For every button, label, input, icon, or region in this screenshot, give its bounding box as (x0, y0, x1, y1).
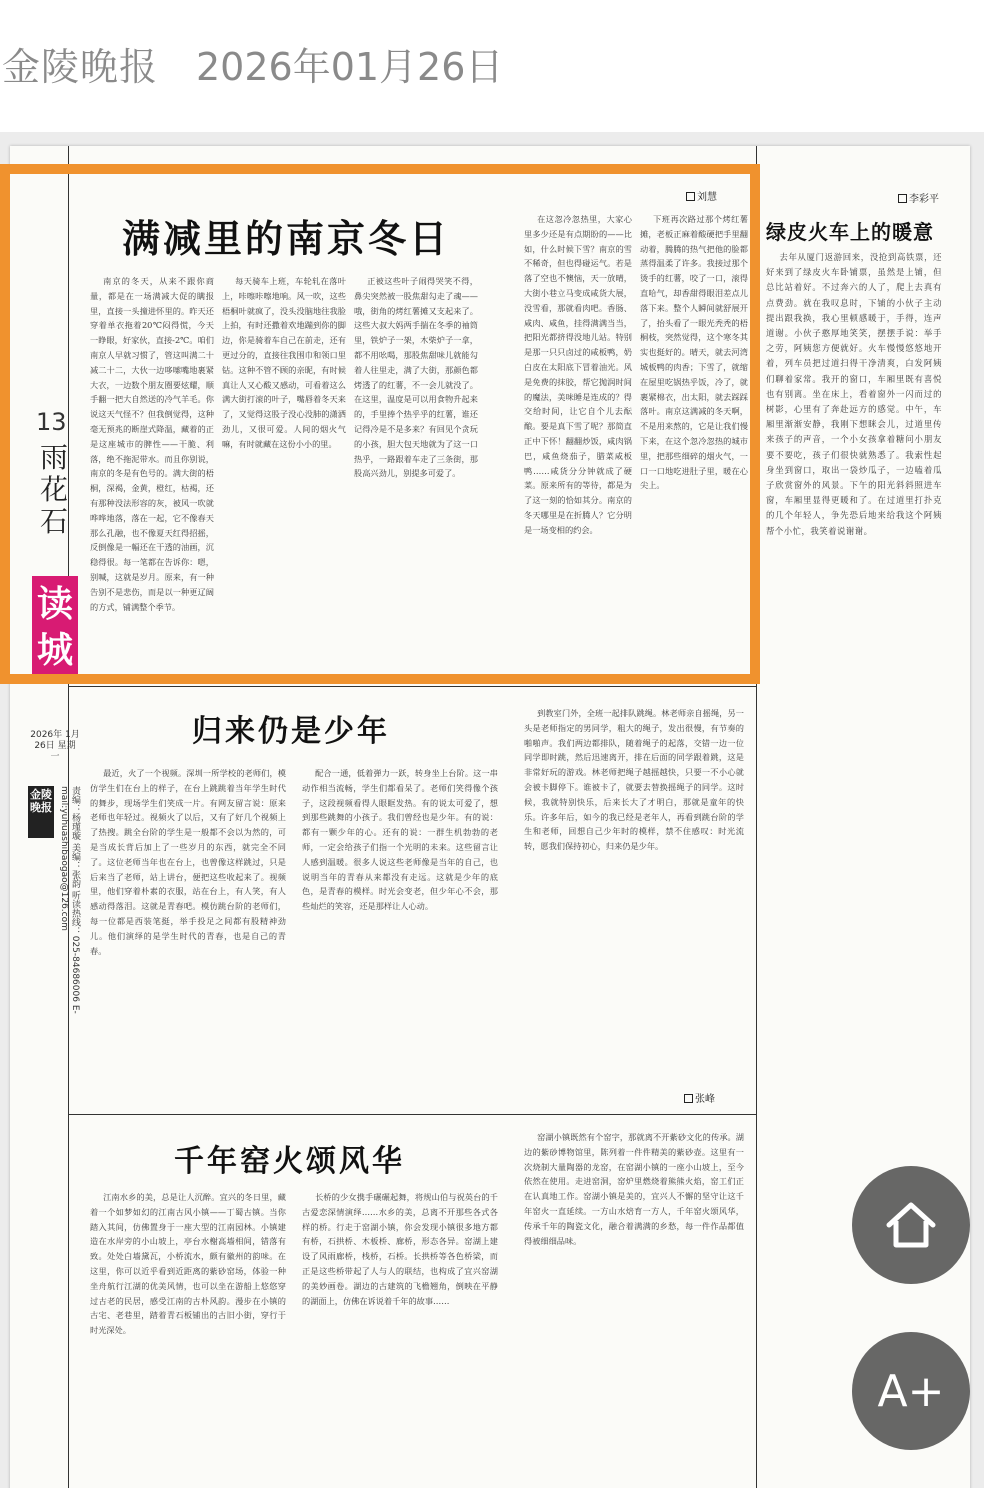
third-article-col3: 窑湖小镇既然有个窑字，那就离不开紫砂文化的传承。湖边的紫砂博物馆里，陈列着一件件精美的紫砂壶。这里有一次烧制大量陶器的龙窑，在窑湖小镇的一座小山坡上，至今依然在使用。走进窑洞，窑炉里燃烧着熊熊火焰，窑工们正在认真地工作。窑湖小镇是美的，宜兴人不懈的坚守让这千年窑火一直延续。一方山水焙育一方人，千年窑火颂风华，传承千年的陶瓷文化，融合着满满的乡愁，每一件作品都值得被细细品味。 (524, 1132, 744, 1246)
section-badge: 读城 (32, 576, 78, 680)
second-article-col2: 配合一通，低着弹力一跃，转身坐上台阶。这一串动作相当流畅，学生们都看呆了。老师们笑得像个孩子，这段视频看得人眼眶发热。有的说太可爱了，想到那些跳舞的小孩子。我们曾经也是少年。有的说：都有一颗少年的心。还有的说：一群生机勃勃的老师，一定会给孩子们指一个光明的未来。这些留言让人感到温暖。很多人说这些老师像是当年的自己，也说明当年的青春从来都没有走远。这就是少年的底色，是青春的模样。时光会变老，但少年心不会，那些灿烂的笑容，还是那样让人心动。 (302, 768, 498, 912)
side-article-byline: 李彩平 (898, 190, 939, 205)
third-article-col1: 江南水乡的美，总是让人沉醉。宜兴的冬日里，藏着一个如梦如幻的江南古风小镇——丁蜀古镇。当你踏入其间，仿佛置身于一座大型的江南园林。小镇建造在水岸旁的小山坡上，亭台水榭高墙相间，错落有致。处处白墙黛瓦，小桥流水，颇有徽州的韵味。在这里，你可以近乎看到近距离的紫砂窑场，体验一种坐舟航行江湖的优美风情，也可以坐在游船上悠悠穿过古老的民居，感受江南的古朴风韵。漫步在小镇的古宅、老巷里，踏着青石板铺出的古旧小街，穿行于时光深处。 (90, 1192, 286, 1336)
font-size-button[interactable] (852, 1332, 970, 1450)
main-article-title[interactable]: 满减里的南京冬日 (122, 216, 451, 261)
main-article-col5: 下班再次路过那个烤红薯摊，老板正麻着酸硬把手里翻动着，腾腾的热气把他的脸都蒸得温柔了许多。我接过那个烫手的红薯，咬了一口，滚得直哈气，却香甜得眼泪差点儿落下来。整个人瞬间就舒展开了，抬头看了一眼光秃秃的梧桐枝，突然觉得，这个寒冬其实也挺好的。晴天，就去河湾城板鸭的肉香；下雪了，就缩在屋里吃锅热乎饭，冷了，就裹紧棉衣，出太阳，就去踩踩落叶。南京这满减的冬天啊，不是用来熬的，它是让我们慢下来，在这个忽冷忽热的城市里，把那些细碎的烟火气，一口一口地吃进肚子里，暖在心尖上。 (640, 214, 748, 491)
side-article-title[interactable]: 绿皮火车上的暖意 (766, 220, 934, 244)
section-divider-1 (68, 686, 756, 687)
side-column-rule (756, 146, 757, 1488)
second-article-byline: 张峰 (684, 1090, 715, 1105)
main-article-col4: 在这忽冷忽热里，大家心里多少还是有点期盼的——比如，什么时候下雪？南京的雪不稀奇，但也得碰运气。若是落了空也不懊恼，天一放晴，大街小巷立马变成咸货大展，没雪看，那就看肉吧。香肠、咸肉、咸鱼，挂得满满当当，把阳光都挤得没地儿站。特别是那一只只卤过的咸板鸭，奶白皮在太阳底下冒着油光。风是免费的抹胶，帮它抛润时间的魔法，美味睡是连成的？得交给时间，让它自个儿去酝酿。要是真下雪了呢？那简直正中下怀！翻翻炒饭，咸肉锅巴，咸鱼烧茄子，腊菜咸板鸭……咸货分分钟就成了硬菜。原来所有的等待，都是为了这一刻的恰如其分。南京的冬天哪里是在折腾人？它分明是一场变相的约会。 (524, 214, 632, 535)
newspaper-title: 金陵晚报 (2, 45, 159, 89)
third-article-title[interactable]: 千年窑火颂风华 (174, 1144, 405, 1179)
app-header (0, 0, 984, 132)
page-viewport[interactable] (0, 132, 984, 1488)
newspaper-page[interactable] (10, 146, 970, 1488)
second-article-col1: 最近，火了一个视频。深圳一所学校的老师们，模仿学生们在台上的样子，在台上跳跳着当年学生时代的舞步，现场学生们笑成一片。有网友留言说：原来老师也年轻过。视频火了以后，又有了好几个视频上了热搜。跳全台阶的学生是一般都不会以为然的，可是当成长背后加上了一些岁月的东西，就完全不同了。这位老师当年也在台上，也曾像这样跳过，只是后来当了老师，站上讲台，便把这些收起来了。视频里，他们穿着朴素的衣服，站在台上，有人笑，有人感动得落泪。这就是青春吧。模仿跳台阶的老师们，每一位都是西装笔挺，举手投足之间都有股精神劲儿。他们演绎的是学生时代的青春，也是自己的青春。 (90, 768, 286, 956)
issue-date: 2026年01月26日 (196, 45, 504, 89)
section-divider-2 (68, 1114, 756, 1115)
home-button[interactable] (852, 1166, 970, 1284)
main-article-col2: 每天骑车上班，车轮轧在落叶上，咔嚓咔嚓地响。风一吹，这些梧桐叶就疯了，没头没脑地往我脸上拍，有时还撒着欢地蹦到你的脚边，你是骑着车自己在前走，还有更过分的，直接往我围巾和领口里钻。这种不管不顾的亲昵，有时候真让人又心酸又感动，可看着这么满大街打滚的叶子，嘴唇着冬天来了，又觉得这股子没心没肺的潇洒劲儿，又很可爱。人间的烟火气嘛，有时就藏在这份小小的里。 (222, 276, 346, 449)
masthead-logo: 金陵晚报 (28, 786, 54, 838)
second-article-col3: 到教室门外，全班一起排队跳绳。林老师亲自摇绳，另一头是老师指定的男同学，粗大的绳子，发出很慢，有节奏的啪啪声。我们两边都排队，随着绳子的起落，交错一边一位同学即时跳，然后迅速离开，排在后面的同学跟着跳，这是非常好玩的游戏。林老师把绳子越摇越快，只要一不小心就会被卡脚停下。谁被卡了，就要去替换摇绳子的同学。这时候，我就特别快乐，后来长大了才明白，那就是童年的快乐。许多年后，如今的我已经是老年人，再看到跳台阶的学生和老师，回想自己少年时的模样，禁不住感叹：时光流转，愿我们保持初心，归来仍是少年。 (524, 708, 744, 852)
third-article-col2: 长桥的少女携手碾碾起舞，将规山伯与祝英台的千古爱恋深情演绎……水乡的美，总离不开那些各式各样的桥。行走于窑湖小镇，你会发现小镇很多地方都有桥，石拱桥、木板桥、廊桥，形态各异。窑湖上建设了风雨廊桥，栈桥，石桥。长拱桥等各色桥梁，而正是这些桥带起了人与人的联结，也构成了宜兴窑湖的美妙画卷。湖边的古建筑的飞檐翘角，倒映在平静的湖面上，仿佛在诉说着千年的故事…… (302, 1192, 498, 1306)
editor-credits: 责编：杨瑾璇 美编：张韵 听读热线：025-84686006 E-mail:yuhuashibaogao@126.com (59, 786, 80, 1014)
edition-date: 2026年 1月26日 星期一 (30, 730, 80, 762)
home-icon (883, 1197, 939, 1253)
page-number: 13 (36, 408, 67, 436)
main-article-byline: 刘慧 (686, 188, 717, 203)
main-article-col1: 南京的冬天，从来不跟你商量，都是在一场满减大促的瞒报里，直接一头撞进怀里的。昨天还穿着单衣拖着20℃闷得慌，今天一睁眼，好家伙，直接-2℃。咱们南京人早就习惯了，管这叫满二十减二十二，大伙一边哆嗦嘴地裹紧大衣，一边数个朋友圈要炫耀，顺手翻一把大自然送的冷气羊毛。你说这天气怪不？但我倒觉得，这种毫无预兆的断崖式降温，藏着的正是这座城市的脾性——干脆、利落，绝不拖泥带水。而且你别说，南京的冬是有色号的。满大街的梧桐，深褐，金黄，橙红，枯褐，还有那种没法形容的灰，被风一吹就哗哗地落，落在一起，它不像春天那么孔融，也不像夏天红得招摇，反倒像是一幅还在干透的油画，沉稳得很。每一笔都在告诉你：嗯，别喊，这就是岁月。原来，有一种告别不是悲伤，而是以一种更辽阔的方式，铺满整个季节。 (90, 276, 214, 612)
font-size-label: A+ (877, 1365, 945, 1417)
section-name: 雨花石 (39, 441, 68, 538)
second-article-title[interactable]: 归来仍是少年 (192, 714, 390, 749)
main-article-col3: 正被这些叶子闹得哭笑不得，鼻尖突然被一股焦甜勾走了魂——哦，街角的烤红薯摊又支起来了。这些大叔大妈两手揣在冬季的袖筒里，铁炉子一架，木柴炉子一拿，都不用吆喝，那股焦甜味儿就能勾着人往里走，满了大街，那颜色都烤透了的红薯，不一会儿就没了。在这里，温度是可以用食物升起来的，手里捧个热乎乎的红薯，谁还记得冷是不是多来？有回见个贪玩的小孩，胆大包天地就为了这一口热乎，一路跟着车走了三条街，那股高兴劲儿，别提多可爱了。 (354, 276, 478, 479)
side-article-text: 去年从厦门返游回来，没抢到高铁票，还好来到了绿皮火车卧铺票，虽然是上铺，但总比站着好。不过奔六的人了，爬上去真有点费劲。就在我叹息时，下铺的小伙子主动提出跟我换，我心里顿感暖于，手得，连声道谢。小伙子憨厚地笑笑，摆摆手说：举手之劳，阿姨您方便就好。火车慢慢悠悠地开着，列车员把过道扫得干净清爽，白发阿姨们聊着家常。我开的窗口，车厢里既有喜悦也有别离。坐在床上，看着窗外一闪而过的树影，心里有了奔赴远方的感觉。中午，车厢里渐渐安静，我刚下想眯会儿，过道里传来孩子的声音，一个小女孩拿着糖问小朋友要不要吃，孩子们很快就熟悉了。我索性起身坐到窗口，取出一袋炒瓜子，一边嗑着瓜子欣赏窗外的风景。下午的阳光斜斜照进车窗，车厢里显得更暖和了。在过道里打扑克的几个年轻人，争先恐后地来给我这个阿姨帮个小忙，我笑着说谢谢。 (766, 252, 942, 536)
